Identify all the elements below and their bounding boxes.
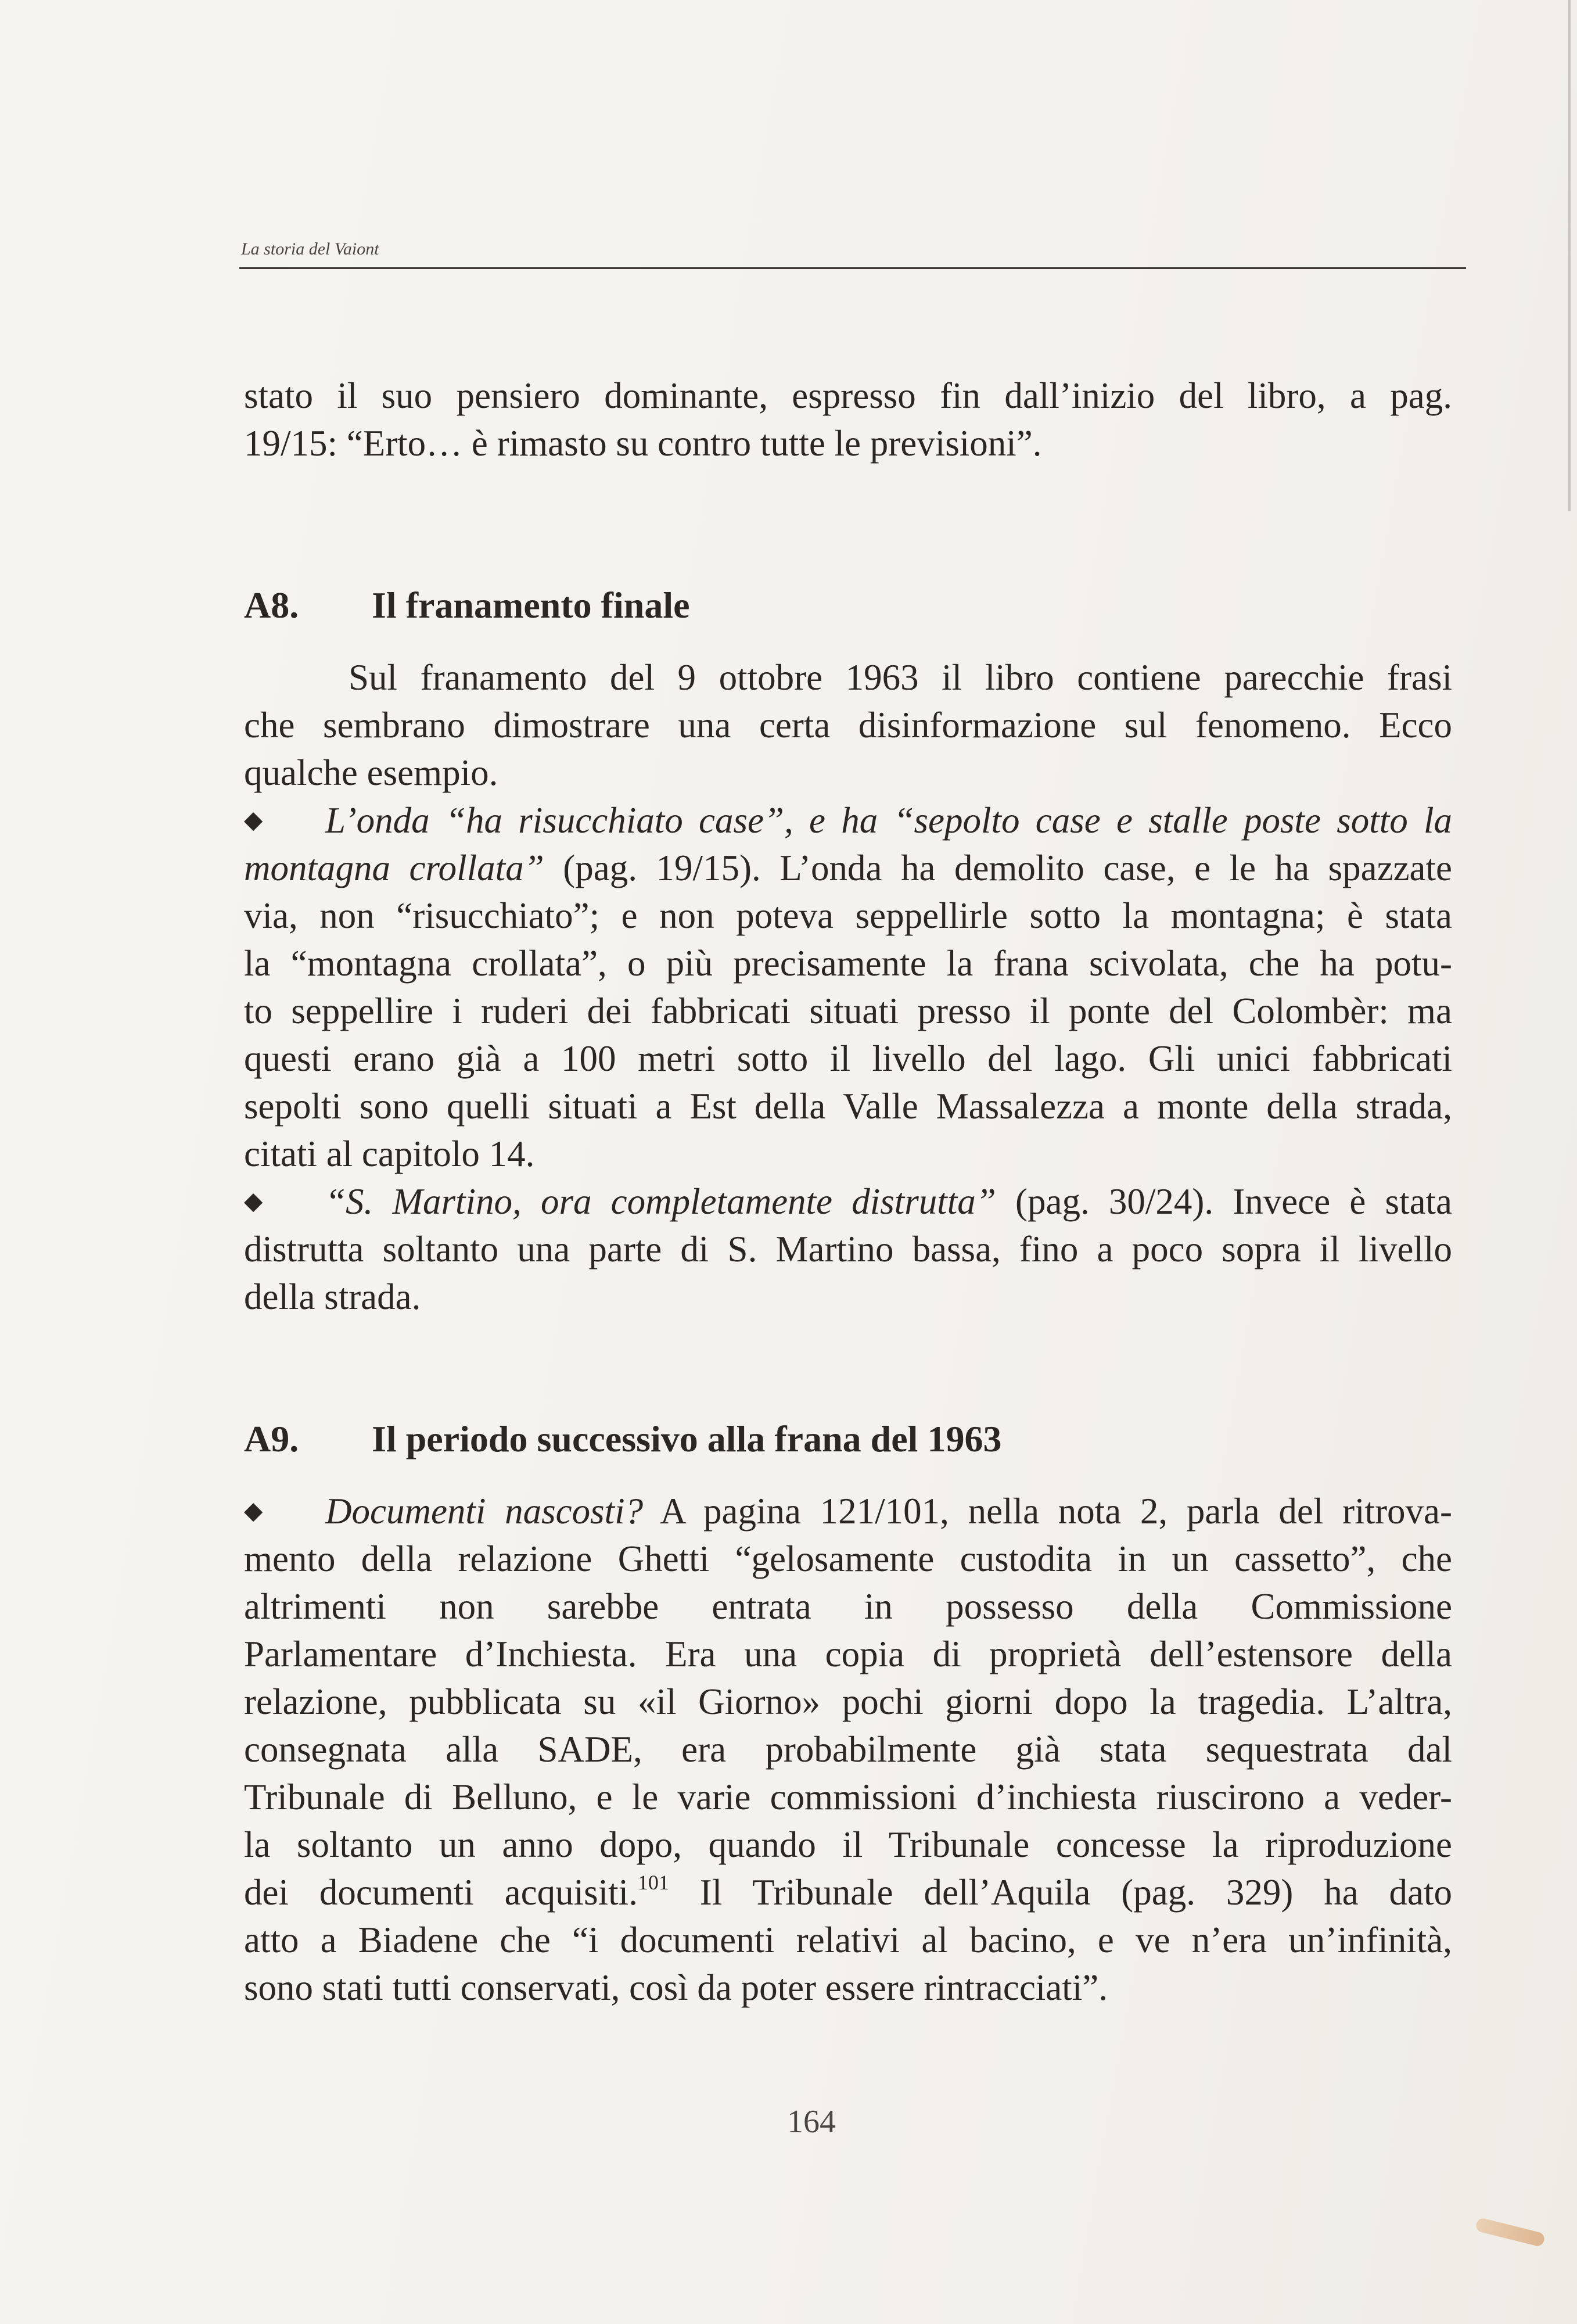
text-line: sono stati tutti conservati, così da poter essere rintracciati”. [244, 1967, 1108, 2008]
text-line: qualche esempio. [244, 752, 498, 793]
diamond-bullet-icon: ◆ [244, 1188, 263, 1215]
text-line: Tribunale di Belluno, e le varie commissioni d’inchiesta riuscirono a veder- [244, 1777, 1452, 1817]
diamond-bullet-icon: ◆ [244, 1498, 263, 1525]
list-item-line: ◆ L’onda “ha risucchiato case”, e ha “sepolto case e stalle poste sotto la [244, 797, 1452, 844]
footnote-ref[interactable]: 101 [637, 1871, 669, 1894]
intro-paragraph [244, 372, 1452, 467]
text-line: via, non “risucchiato”; e non poteva seppellirle sotto la montagna; è stata [244, 895, 1452, 936]
diamond-bullet-icon: ◆ [244, 807, 263, 834]
text-line: citati al capitolo 14. [244, 1134, 535, 1174]
text-line: Parlamentare d’Inchiesta. Era una copia di proprietà dell’estensore della [244, 1634, 1452, 1674]
paper-stain [1475, 2217, 1546, 2247]
section-heading-a9 [244, 1418, 1001, 1461]
section-a8-body [244, 654, 1452, 1321]
header-rule [239, 267, 1466, 269]
page-number: 164 [787, 2104, 836, 2140]
section-heading-a8 [244, 584, 690, 627]
text-line: relazione, pubblicata su «il Giorno» pochi giorni dopo la tragedia. L’altra, [244, 1681, 1452, 1722]
text-line: sepolti sono quelli situati a Est della Valle Massalezza a monte della strada, [244, 1086, 1452, 1127]
text-line: Sul franamento del 9 ottobre 1963 il libro contiene parecchie frasi [349, 657, 1452, 698]
text-line: stato il suo pensiero dominante, espresso fin dall’inizio del libro, a pag. [244, 375, 1452, 416]
page-edge-shadow [1568, 0, 1571, 511]
text-line: la “montagna crollata”, o più precisamente la frana scivolata, che ha potu- [244, 943, 1452, 984]
section-number: A8. [244, 584, 299, 626]
text-line: to seppellire i ruderi dei fabbricati situati presso il ponte del Colombèr: ma [244, 991, 1452, 1031]
text-line: della strada. [244, 1276, 421, 1317]
text-line: la soltanto un anno dopo, quando il Tribunale concesse la riproduzione [244, 1824, 1452, 1865]
list-item-line: ◆ Documenti nascosti? A pagina 121/101, nella nota 2, parla del ritrova- [244, 1487, 1452, 1535]
text-line: questi erano già a 100 metri sotto il livello del lago. Gli unici fabbricati [244, 1038, 1452, 1079]
section-title: Il franamento finale [372, 584, 690, 626]
section-number: A9. [244, 1418, 299, 1459]
text-line: mento della relazione Ghetti “gelosamente custodita in un cassetto”, che [244, 1538, 1452, 1579]
text-line: altrimenti non sarebbe entrata in possesso della Commissione [244, 1586, 1452, 1627]
text-line: consegnata alla SADE, era probabilmente già stata sequestrata dal [244, 1729, 1452, 1770]
list-item-line: montagna crollata” (pag. 19/15). L’onda ha demolito case, e le ha spazzate [244, 848, 1452, 888]
list-item-line: ◆ “S. Martino, ora completamente distrutta” (pag. 30/24). Invece è stata [244, 1178, 1452, 1225]
text-line: atto a Biadene che “i documenti relativi al bacino, e ve n’era un’infinità, [244, 1920, 1452, 1960]
text-line: che sembrano dimostrare una certa disinformazione sul fenomeno. Ecco [244, 705, 1452, 745]
running-head: La storia del Vaiont [241, 239, 379, 259]
text-line: distrutta soltanto una parte di S. Martino bassa, fino a poco sopra il livello [244, 1229, 1452, 1269]
section-a9-body [244, 1487, 1452, 2011]
section-title: Il periodo successivo alla frana del 1963 [372, 1418, 1002, 1459]
text-line: dei documenti acquisiti.$^{101}$ Il Tribunale dell’Aquila (pag. 329) ha dato [244, 1871, 1452, 1913]
text-line: 19/15: “Erto… è rimasto su contro tutte le previsioni”. [244, 423, 1042, 464]
